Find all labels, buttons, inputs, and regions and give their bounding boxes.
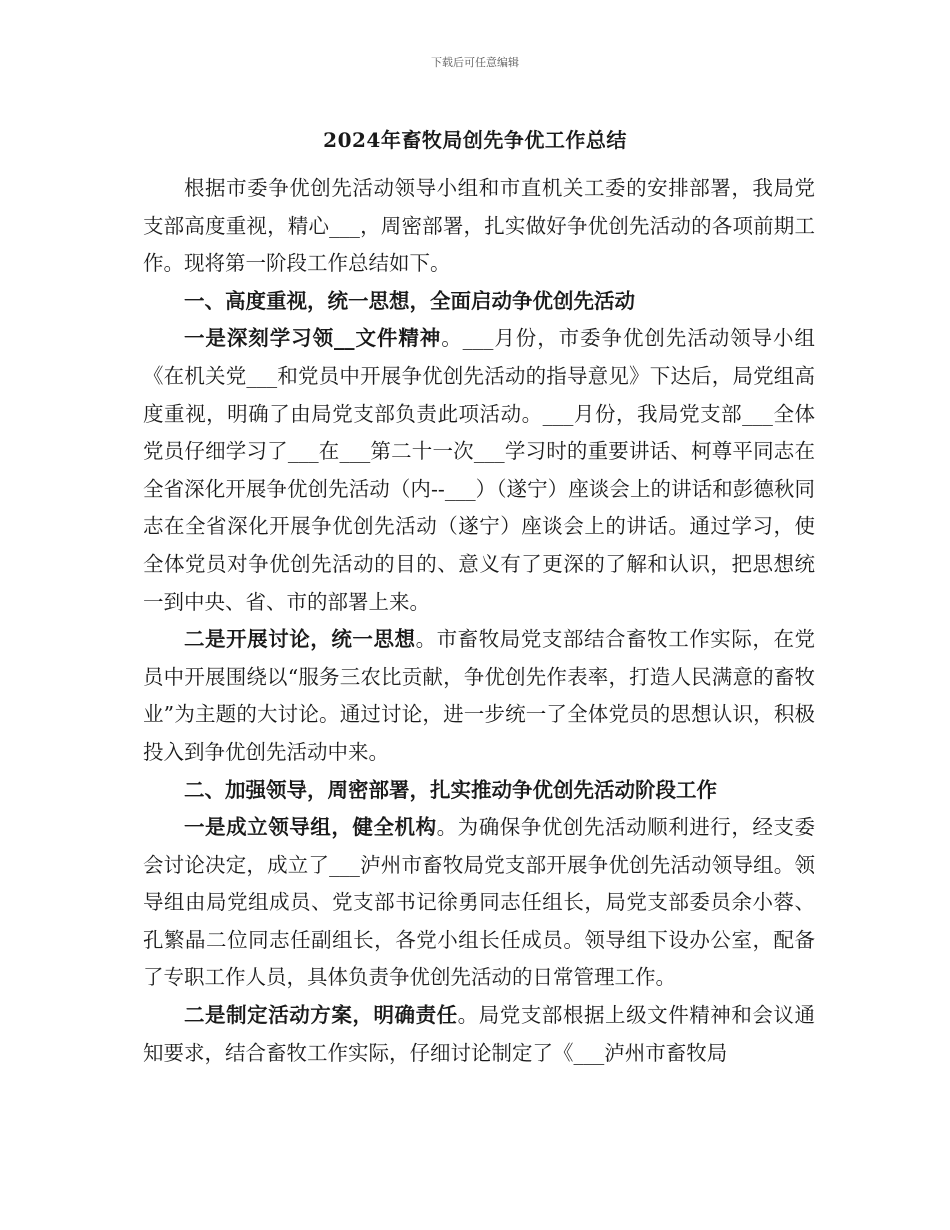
paragraph-body: 。局党支部根据上级文件精神和会议通知要求，结合畜牧工作实际，仔细讨论制定了《___泸州市畜牧局 (143, 1003, 815, 1065)
paragraph-lead: 二是开展讨论，统一思想 (184, 627, 416, 652)
paragraph-lead: 一是深刻学习领__文件精神 (184, 326, 442, 351)
paragraph-leadership-group (143, 809, 815, 997)
paragraph-study (143, 320, 815, 621)
document-title: 2024年畜牧局创先争优工作总结 (323, 128, 627, 152)
paragraph-body: 。为确保争优创先活动顺利进行，经支委会讨论决定，成立了___泸州市畜牧局党支部开展争优创先活动领导组。领导组由局党组成员、党支部书记徐勇同志任组长，局党支部委员余小蓉、孔繁晶二位同志任副组长，各党小组长任成员。领导组下设办公室，配备了专职工作人员，具体负责争优创先活动的日常管理工作。 (143, 815, 816, 990)
paragraph-lead: 二是制定活动方案，明确责任 (184, 1003, 458, 1028)
section-heading-1: 一、高度重视，统一思想，全面启动争优创先活动 (184, 288, 635, 313)
page-header: 下载后可任意编辑 (431, 56, 519, 69)
section-heading-2: 二、加强领导，周密部署，扎实推动争优创先活动阶段工作 (184, 777, 717, 802)
paragraph-lead: 一是成立领导组，健全机构 (184, 815, 437, 840)
paragraph-plan (143, 997, 815, 1072)
document-body (143, 170, 815, 1072)
paragraph-body: 。市畜牧局党支部结合畜牧工作实际，在党员中开展围绕以“服务三农比贡献，争优创先作表率，打造人民满意的畜牧业”为主题的大讨论。通过讨论，进一步统一了全体党员的思想认识，积极投入到争优创先活动中来。 (143, 627, 816, 764)
paragraph-body: 。___月份，市委争优创先活动领导小组《在机关党___和党员中开展争优创先活动的指导意见》下达后，局党组高度重视，明确了由局党支部负责此项活动。___月份，我局党支部___全体党员仔细学习了___在___第二十一次___学习时的重要讲话、柯尊平同志在全省深化开展争优创先活动（内--___）（遂宁）座谈会上的讲话和彭德秋同志在全省深化开展争优创先活动（遂宁）座谈会上的讲话。通过学习，使全体党员对争优创先活动的目的、意义有了更深的了解和认识，把思想统一到中央、省、市的部署上来。 (143, 326, 815, 614)
intro-paragraph: 根据市委争优创先活动领导小组和市直机关工委的安排部署，我局党支部高度重视，精心___，周密部署，扎实做好争优创先活动的各项前期工作。现将第一阶段工作总结如下。 (143, 176, 815, 276)
paragraph-discussion (143, 621, 815, 771)
